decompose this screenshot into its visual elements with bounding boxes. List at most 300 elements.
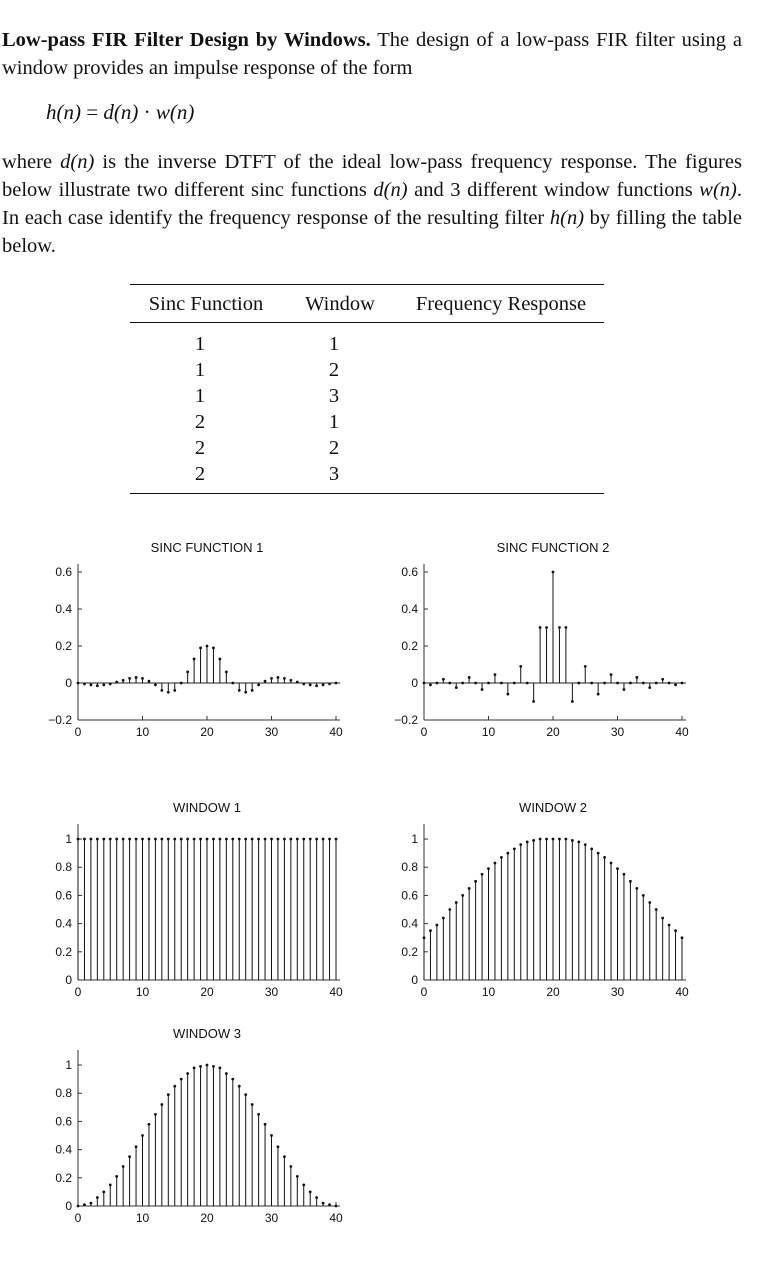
stem-dot (277, 838, 280, 841)
window-3-plot (20, 1016, 360, 1236)
stem-mark (193, 1066, 196, 1206)
stem-dot (83, 683, 86, 686)
table-row (130, 461, 604, 487)
stem-mark (180, 1078, 183, 1206)
stem-dot (160, 838, 163, 841)
stem-dot (635, 887, 638, 890)
stem-dot (264, 680, 267, 683)
stem-dot (238, 838, 241, 841)
stem-dot (315, 1196, 318, 1199)
stem-mark (244, 1093, 247, 1206)
stem-mark (648, 901, 651, 980)
body-paragraph (2, 148, 742, 260)
table-row (130, 357, 604, 383)
stem-dot (335, 838, 338, 841)
stem-mark (167, 1093, 170, 1206)
cell-sinc: 2 (194, 463, 206, 485)
stem-mark (90, 1202, 93, 1206)
stem-dot (635, 676, 638, 679)
stem-dot (251, 689, 254, 692)
stem-mark (173, 838, 176, 980)
stem-dot (289, 1165, 292, 1168)
stem-dot (461, 682, 464, 685)
stem-mark (610, 862, 613, 980)
stem-dot (83, 838, 86, 841)
cell-frequency-response[interactable] (398, 435, 604, 461)
stem-mark (328, 683, 331, 686)
stem-mark (648, 683, 651, 689)
stem-mark (506, 852, 509, 980)
stem-dot (429, 683, 432, 686)
stem-dot (481, 873, 484, 876)
stem-mark (219, 838, 222, 980)
stem-mark (173, 683, 176, 692)
stem-mark (206, 645, 209, 683)
y-tick-label: −0.2 (48, 713, 72, 727)
stem-mark (96, 838, 99, 980)
stem-dot (302, 683, 305, 686)
stem-dot (167, 838, 170, 841)
cell-frequency-response[interactable] (398, 461, 604, 487)
stem-mark (610, 673, 613, 683)
stem-dot (623, 688, 626, 691)
stem-mark (571, 839, 574, 980)
stem-mark (322, 838, 325, 980)
stem-mark (500, 682, 503, 685)
stem-dot (328, 683, 331, 686)
stem-mark (468, 887, 471, 980)
y-tick-label: 0.2 (401, 944, 418, 959)
cell-window: 1 (328, 411, 340, 433)
stem-dot (257, 683, 260, 686)
cell-frequency-response[interactable] (398, 357, 604, 383)
stem-dot (296, 1175, 299, 1178)
stem-mark (429, 929, 432, 980)
stem-mark (315, 838, 318, 980)
y-tick-label: 0 (411, 676, 418, 690)
stem-mark (513, 848, 516, 980)
cell-frequency-response[interactable] (398, 331, 604, 357)
stem-dot (225, 838, 228, 841)
stem-dot (148, 1123, 151, 1126)
stem-mark (212, 838, 215, 980)
stem-mark (577, 840, 580, 980)
stem-mark (629, 880, 632, 980)
body-var-4: h(n) (549, 207, 585, 229)
stem-mark (552, 838, 555, 980)
stem-mark (558, 838, 561, 980)
stem-dot (180, 682, 183, 685)
window-1-plot (20, 790, 360, 1010)
table-mid-rule (130, 322, 604, 323)
stem-mark (109, 838, 112, 980)
stem-mark (212, 646, 215, 683)
stem-dot (655, 682, 658, 685)
plot-title: SINC FUNCTION 2 (496, 540, 610, 555)
stem-mark (231, 838, 234, 980)
stem-mark (436, 682, 439, 685)
stem-dot (558, 838, 561, 841)
stem-mark (565, 838, 568, 980)
stem-mark (315, 1196, 318, 1206)
y-tick-label: 0.4 (55, 916, 72, 931)
stem-mark (442, 678, 445, 683)
stem-mark (506, 683, 509, 696)
formula-w: w(n) (155, 100, 195, 124)
stem-dot (481, 688, 484, 691)
stem-mark (584, 665, 587, 683)
stem-dot (283, 677, 286, 680)
stem-dot (141, 1134, 144, 1137)
stem-dot (206, 645, 209, 648)
stem-dot (186, 671, 189, 674)
stem-dot (309, 838, 312, 841)
stem-mark (199, 1065, 202, 1206)
stem-dot (442, 917, 445, 920)
stem-mark (83, 838, 86, 980)
stem-dot (186, 1072, 189, 1075)
stem-dot (77, 682, 80, 685)
stem-mark (277, 676, 280, 683)
stem-dot (552, 571, 555, 574)
stem-mark (238, 683, 241, 692)
stem-dot (584, 843, 587, 846)
stem-mark (494, 673, 497, 683)
stem-mark (122, 1165, 125, 1206)
x-tick-label: 30 (264, 985, 279, 999)
stem-mark (238, 838, 241, 980)
table-row (130, 435, 604, 461)
stem-dot (590, 848, 593, 851)
stem-mark (199, 838, 202, 980)
y-tick-label: 0 (65, 973, 72, 987)
stem-dot (289, 838, 292, 841)
header-frequency-response: Frequency Response (415, 293, 587, 315)
cell-sinc: 1 (194, 385, 206, 407)
stem-dot (455, 901, 458, 904)
stem-mark (623, 873, 626, 980)
stem-dot (270, 838, 273, 841)
stem-dot (335, 682, 338, 685)
stem-mark (661, 917, 664, 980)
stem-dot (296, 681, 299, 684)
stem-dot (668, 682, 671, 685)
y-tick-label: 0.4 (55, 602, 72, 616)
stem-mark (571, 683, 574, 703)
stem-dot (122, 838, 125, 841)
table-row (130, 409, 604, 435)
y-tick-label: 0.6 (55, 565, 72, 579)
x-tick-label: 20 (200, 725, 214, 739)
stem-dot (167, 691, 170, 694)
stem-mark (474, 682, 477, 685)
stem-mark (302, 1183, 305, 1206)
stem-mark (635, 676, 638, 683)
stem-mark (519, 843, 522, 980)
stem-mark (186, 838, 189, 980)
stem-mark (141, 677, 144, 683)
stem-mark (148, 838, 151, 980)
x-tick-label: 20 (546, 725, 560, 739)
stem-dot (173, 838, 176, 841)
stem-mark (296, 681, 299, 684)
stem-mark (270, 677, 273, 683)
stem-mark (526, 840, 529, 980)
stem-dot (270, 677, 273, 680)
stem-mark (83, 683, 86, 686)
stem-dot (244, 1093, 247, 1096)
stem-mark (635, 887, 638, 980)
stem-mark (423, 682, 426, 685)
stem-dot (283, 838, 286, 841)
stem-dot (199, 646, 202, 649)
stem-dot (77, 838, 80, 841)
stem-dot (115, 838, 118, 841)
stem-mark (532, 839, 535, 980)
stem-mark (461, 894, 464, 980)
stem-mark (122, 838, 125, 980)
x-tick-label: 30 (610, 985, 625, 999)
stem-mark (135, 1145, 138, 1206)
y-tick-label: 0.2 (55, 944, 72, 959)
stem-dot (135, 676, 138, 679)
window-2-plot (366, 790, 706, 1010)
stem-dot (623, 873, 626, 876)
stem-mark (616, 682, 619, 685)
stem-dot (668, 924, 671, 927)
stem-dot (603, 682, 606, 685)
plot-title: SINC FUNCTION 1 (150, 540, 264, 555)
stem-dot (322, 683, 325, 686)
stem-dot (513, 848, 516, 851)
stem-mark (199, 646, 202, 683)
stem-dot (610, 673, 613, 676)
stem-dot (436, 924, 439, 927)
y-tick-label: 0.4 (55, 1142, 72, 1157)
stem-dot (180, 838, 183, 841)
section-title: Low-pass FIR Filter Design by Windows. (2, 29, 371, 51)
stem-dot (642, 682, 645, 685)
stem-dot (487, 682, 490, 685)
stem-dot (648, 686, 651, 689)
stem-mark (160, 683, 163, 692)
stem-mark (135, 676, 138, 683)
stem-dot (160, 1103, 163, 1106)
stem-dot (141, 677, 144, 680)
stem-mark (115, 838, 118, 980)
y-tick-label: 1 (411, 832, 418, 847)
stem-mark (225, 838, 228, 980)
stem-mark (309, 838, 312, 980)
stem-dot (173, 1085, 176, 1088)
stem-dot (545, 626, 548, 629)
stem-mark (436, 924, 439, 980)
stem-dot (238, 1085, 241, 1088)
stem-dot (335, 1205, 338, 1208)
stem-dot (315, 838, 318, 841)
stem-dot (154, 683, 157, 686)
x-tick-label: 0 (74, 1211, 82, 1225)
stem-dot (264, 838, 267, 841)
stem-mark (289, 679, 292, 683)
plot-title: WINDOW 3 (173, 1026, 241, 1041)
stem-mark (251, 1103, 254, 1206)
stem-mark (257, 838, 260, 980)
stem-dot (109, 838, 112, 841)
x-tick-label: 40 (675, 985, 689, 999)
stem-mark (238, 1085, 241, 1206)
stem-mark (173, 1085, 176, 1206)
stem-dot (180, 1078, 183, 1081)
stem-mark (77, 682, 80, 685)
stem-dot (90, 838, 93, 841)
stem-mark (642, 894, 645, 980)
stem-mark (277, 1145, 280, 1206)
stem-dot (128, 677, 131, 680)
stem-dot (219, 658, 222, 661)
stem-mark (180, 838, 183, 980)
x-tick-label: 40 (329, 985, 343, 999)
stem-dot (597, 852, 600, 855)
stem-dot (309, 1191, 312, 1194)
stem-mark (244, 838, 247, 980)
stem-dot (302, 1183, 305, 1186)
sinc-function-2-plot (366, 530, 706, 750)
x-tick-label: 10 (481, 985, 496, 999)
stem-dot (193, 1066, 196, 1069)
stem-mark (455, 901, 458, 980)
body-text-4: . In each case identify the frequency response of the resulting filter (2, 179, 742, 229)
stem-dot (289, 679, 292, 682)
stem-dot (115, 1175, 118, 1178)
stem-mark (623, 683, 626, 691)
y-tick-label: 0.8 (55, 1086, 72, 1101)
stem-mark (167, 683, 170, 694)
stem-dot (487, 867, 490, 870)
stem-mark (264, 838, 267, 980)
stem-dot (468, 676, 471, 679)
stem-mark (642, 682, 645, 685)
stem-dot (539, 626, 542, 629)
stem-dot (616, 682, 619, 685)
stem-dot (154, 838, 157, 841)
stem-mark (335, 838, 338, 980)
stem-mark (603, 682, 606, 685)
cell-frequency-response[interactable] (398, 409, 604, 435)
stem-mark (302, 838, 305, 980)
y-tick-label: 0.2 (401, 639, 418, 653)
stem-dot (238, 689, 241, 692)
stem-mark (302, 683, 305, 686)
body-text-1: where (2, 151, 61, 173)
stem-dot (661, 917, 664, 920)
x-tick-label: 20 (546, 985, 560, 999)
stem-mark (565, 626, 568, 683)
body-text-3: and 3 different window functions (407, 179, 700, 201)
stem-mark (141, 1134, 144, 1206)
stem-mark (552, 571, 555, 683)
stem-mark (122, 679, 125, 683)
cell-sinc: 2 (194, 411, 206, 433)
formula-equals: = (81, 100, 104, 124)
cell-window: 1 (328, 333, 340, 355)
stem-dot (532, 839, 535, 842)
stem-mark (590, 848, 593, 980)
y-tick-label: 0.6 (55, 888, 72, 903)
stem-dot (577, 840, 580, 843)
stem-dot (96, 838, 99, 841)
stem-dot (90, 1202, 93, 1205)
stem-mark (481, 873, 484, 980)
stem-dot (322, 838, 325, 841)
x-tick-label: 40 (329, 725, 343, 739)
stem-dot (474, 682, 477, 685)
stem-dot (206, 1064, 209, 1067)
stem-dot (629, 682, 632, 685)
intro-text: The design of a low-pass FIR filter using a window provides an impulse response of the form (2, 29, 743, 79)
stem-mark (296, 838, 299, 980)
stem-mark (231, 1078, 234, 1206)
stem-dot (681, 682, 684, 685)
stem-dot (545, 838, 548, 841)
stem-dot (629, 880, 632, 883)
stem-dot (135, 838, 138, 841)
stem-mark (513, 682, 516, 685)
stem-mark (519, 665, 522, 683)
stem-mark (309, 1191, 312, 1206)
x-tick-label: 30 (264, 1211, 279, 1225)
stem-mark (448, 908, 451, 980)
stem-dot (128, 1155, 131, 1158)
stem-dot (154, 1113, 157, 1116)
stem-dot (616, 867, 619, 870)
formula-dot: · (138, 100, 156, 124)
stem-dot (102, 1191, 105, 1194)
stem-mark (154, 838, 157, 980)
stem-mark (655, 908, 658, 980)
stem-mark (315, 683, 318, 687)
stem-dot (571, 839, 574, 842)
stem-dot (167, 1093, 170, 1096)
stem-mark (584, 843, 587, 980)
x-tick-label: 0 (420, 985, 428, 999)
stem-mark (668, 924, 671, 980)
stem-dot (141, 838, 144, 841)
stem-mark (115, 681, 118, 684)
stem-mark (296, 1175, 299, 1206)
stem-mark (539, 838, 542, 980)
stem-mark (270, 1134, 273, 1206)
x-tick-label: 10 (135, 985, 150, 999)
cell-frequency-response[interactable] (398, 383, 604, 409)
stem-dot (122, 679, 125, 682)
stem-dot (225, 671, 228, 674)
stem-mark (115, 1175, 118, 1206)
stem-dot (231, 682, 234, 685)
stem-dot (571, 700, 574, 703)
stem-mark (597, 683, 600, 696)
stem-dot (109, 683, 112, 686)
x-tick-label: 10 (135, 725, 150, 739)
body-var-3: w(n) (699, 179, 737, 201)
stem-dot (532, 700, 535, 703)
plot-title: WINDOW 1 (173, 800, 241, 815)
stem-dot (77, 1205, 80, 1208)
x-tick-label: 40 (675, 725, 689, 739)
stem-dot (109, 1183, 112, 1186)
stem-dot (296, 838, 299, 841)
stem-dot (506, 852, 509, 855)
